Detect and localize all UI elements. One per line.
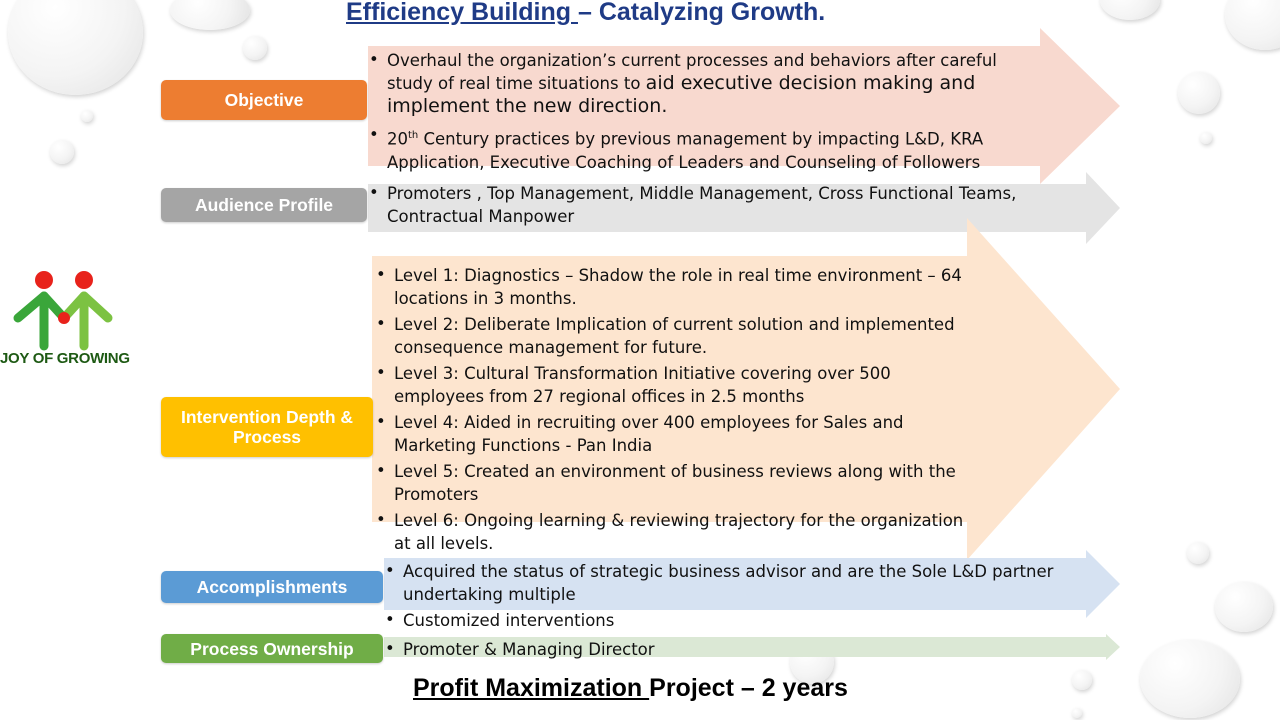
decorative-drop	[81, 110, 93, 122]
decorative-drop	[1100, 0, 1160, 20]
process-ownership-label: Process Ownership	[161, 634, 383, 663]
decorative-drop	[8, 0, 143, 95]
audience-profile-label: Audience Profile	[161, 188, 367, 222]
list-item	[369, 124, 1019, 174]
slide-footer-underlined: Profit Maximization	[413, 674, 650, 702]
intervention-bullets	[376, 264, 976, 555]
decorative-drop	[1215, 582, 1273, 632]
list-item: • Promoter & Managing Director	[385, 638, 1075, 661]
objective-bullet-number: 20	[387, 129, 408, 149]
objective-bullet-emphasis: aid executive decision making and implement the new direction.	[387, 72, 976, 117]
slide-footer	[413, 674, 848, 703]
decorative-drop	[1178, 72, 1220, 114]
logo-text: JOY OF GROWING	[0, 350, 130, 367]
list-item: • Level 3: Cultural Transformation Initiative covering over 500 employees from 27 regional offices in 2.5 months	[376, 362, 976, 408]
list-item	[369, 49, 1019, 118]
list-item: • Promoters , Top Management, Middle Management, Cross Functional Teams, Contractual Manpower	[369, 182, 1059, 228]
decorative-drop	[1140, 640, 1240, 718]
decorative-drop	[1225, 0, 1280, 50]
list-item: • Level 4: Aided in recruiting over 400 employees for Sales and Marketing Functions - Pan India	[376, 411, 976, 457]
slide-footer-rest: Project – 2 years	[649, 674, 848, 702]
objective-bullet-text: Overhaul the organization’s current processes and behaviors after careful study of real time situations to	[387, 51, 997, 93]
decorative-drop	[243, 36, 267, 60]
decorative-drop	[50, 140, 74, 164]
list-item: • Level 2: Deliberate Implication of current solution and implemented consequence management for future.	[376, 313, 976, 359]
slide-title-rest: – Catalyzing Growth.	[577, 0, 826, 26]
ownership-bullets	[385, 638, 1075, 661]
intervention-label: Intervention Depth & Process	[161, 397, 373, 457]
decorative-drop	[1200, 132, 1212, 144]
objective-bullets	[369, 49, 1019, 174]
list-item: • Customized interventions	[385, 609, 1075, 632]
audience-bullets	[369, 182, 1059, 228]
decorative-drop	[1072, 670, 1092, 690]
decorative-drop	[170, 0, 250, 30]
objective-label: Objective	[161, 80, 367, 120]
decorative-drop	[1072, 708, 1082, 718]
decorative-drop	[1187, 542, 1209, 564]
list-item: • Level 6: Ongoing learning & reviewing trajectory for the organization at all levels.	[376, 509, 976, 555]
list-item: • Level 5: Created an environment of business reviews along with the Promoters	[376, 460, 976, 506]
accomplishments-bullets	[385, 560, 1075, 632]
list-item: • Level 1: Diagnostics – Shadow the role in real time environment – 64 locations in 3 months.	[376, 264, 976, 310]
slide-title	[346, 0, 825, 27]
accomplishments-label: Accomplishments	[161, 571, 383, 603]
list-item: • Acquired the status of strategic business advisor and are the Sole L&D partner undertaking multiple	[385, 560, 1075, 606]
objective-bullet-text: Century practices by previous management by impacting L&D, KRA Application, Executive Coaching of Leaders and Counseling of Followers	[387, 129, 984, 172]
slide-title-underlined: Efficiency Building	[346, 0, 578, 26]
objective-bullet-superscript: th	[408, 130, 419, 141]
